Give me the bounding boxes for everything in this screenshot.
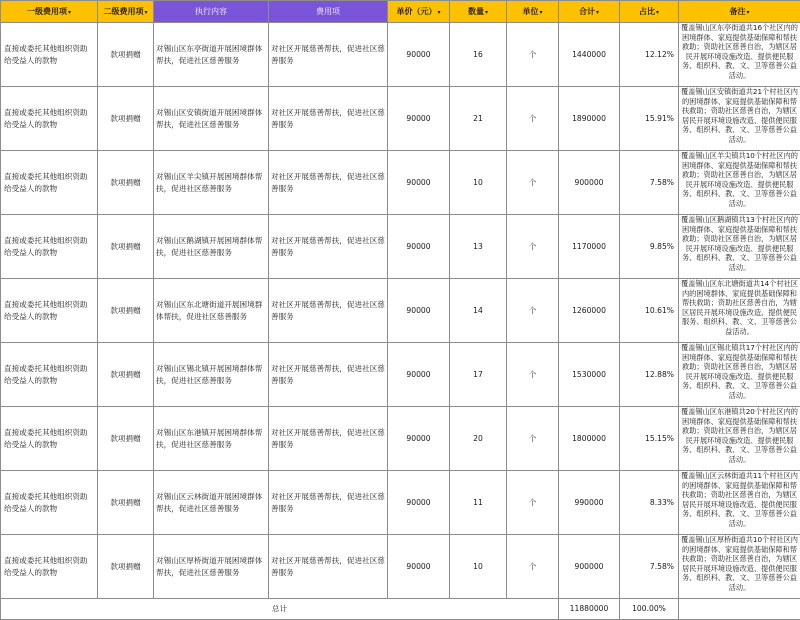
quantity-cell: 10: [450, 535, 507, 599]
total-row: [1, 599, 800, 620]
column-header-label: 合计: [579, 7, 595, 16]
category-level2-cell: 款项捐赠: [98, 23, 154, 87]
unit-cell: 个: [507, 471, 559, 535]
unit-cell: 个: [507, 215, 559, 279]
unit-cell: 个: [507, 151, 559, 215]
column-header[interactable]: [559, 1, 620, 23]
unit-price-cell: 90000: [388, 23, 450, 87]
subtotal-cell: 1260000: [559, 279, 620, 343]
unit-cell: 个: [507, 343, 559, 407]
column-header[interactable]: [269, 1, 388, 23]
remark-cell: 覆盖锡山区东北塘街道共14个村社区内的困境群体、家庭提供基础保障和帮扶救助；资助社区慈善自治，为辖区居民开展环境设施改造、提供便民服务、组织科、教、文、卫等慈善公益活动。: [679, 279, 800, 343]
unit-price-cell: 90000: [388, 215, 450, 279]
ratio-cell: 15.91%: [620, 87, 679, 151]
unit-price-cell: 90000: [388, 279, 450, 343]
quantity-cell: 21: [450, 87, 507, 151]
category-level2-cell: 款项捐赠: [98, 151, 154, 215]
unit-cell: 个: [507, 407, 559, 471]
subtotal-cell: 1440000: [559, 23, 620, 87]
column-header[interactable]: [388, 1, 450, 23]
column-header-label: 费用项: [316, 7, 340, 16]
unit-price-cell: 90000: [388, 151, 450, 215]
unit-cell: 个: [507, 279, 559, 343]
unit-price-cell: 90000: [388, 471, 450, 535]
filter-dropdown-icon[interactable]: ▾: [539, 9, 542, 16]
column-header-label: 占比: [639, 7, 655, 16]
expense-item-cell: 对社区开展慈善帮扶，促进社区慈善服务: [269, 343, 388, 407]
total-label: 总计: [1, 599, 559, 620]
expense-item-cell: 对社区开展慈善帮扶，促进社区慈善服务: [269, 407, 388, 471]
column-header-label: 二级费用项: [103, 7, 143, 16]
column-header[interactable]: [679, 1, 800, 23]
total-note-empty: [679, 599, 800, 620]
expense-item-cell: 对社区开展慈善帮扶，促进社区慈善服务: [269, 151, 388, 215]
column-header[interactable]: [507, 1, 559, 23]
subtotal-cell: 1530000: [559, 343, 620, 407]
table-body: [1, 23, 800, 599]
category-level2-cell: 款项捐赠: [98, 87, 154, 151]
column-header[interactable]: [450, 1, 507, 23]
filter-dropdown-icon[interactable]: ▾: [596, 9, 599, 16]
remark-cell: 覆盖锡山区厚桥街道共10个村社区内的困境群体、家庭提供基础保障和帮扶救助；资助社区慈善自治，为辖区居民开展环境设施改造、提供便民服务、组织科、教、文、卫等慈善公益活动。: [679, 535, 800, 599]
table-row: [1, 535, 800, 599]
filter-dropdown-icon[interactable]: ▾: [485, 9, 488, 16]
column-header-label: 单价（元）: [396, 7, 436, 16]
subtotal-cell: 1800000: [559, 407, 620, 471]
expense-item-cell: 对社区开展慈善帮扶，促进社区慈善服务: [269, 23, 388, 87]
category-level1-cell: 直接或委托其他组织资助给受益人的款物: [1, 279, 98, 343]
expense-item-cell: 对社区开展慈善帮扶，促进社区慈善服务: [269, 535, 388, 599]
execution-content-cell: 对锡山区东亭街道开展困境群体帮扶，促进社区慈善服务: [154, 23, 269, 87]
unit-price-cell: 90000: [388, 535, 450, 599]
expense-item-cell: 对社区开展慈善帮扶，促进社区慈善服务: [269, 279, 388, 343]
ratio-cell: 12.12%: [620, 23, 679, 87]
ratio-cell: 7.58%: [620, 535, 679, 599]
quantity-cell: 16: [450, 23, 507, 87]
expense-item-cell: 对社区开展慈善帮扶，促进社区慈善服务: [269, 471, 388, 535]
subtotal-cell: 1170000: [559, 215, 620, 279]
category-level1-cell: 直接或委托其他组织资助给受益人的款物: [1, 151, 98, 215]
column-header-label: 备注: [729, 7, 745, 16]
category-level1-cell: 直接或委托其他组织资助给受益人的款物: [1, 343, 98, 407]
table-footer: [1, 599, 800, 620]
table-row: [1, 215, 800, 279]
column-header-label: 单位: [522, 7, 538, 16]
category-level2-cell: 款项捐赠: [98, 535, 154, 599]
unit-cell: 个: [507, 87, 559, 151]
category-level2-cell: 款项捐赠: [98, 215, 154, 279]
filter-dropdown-icon[interactable]: ▾: [656, 9, 659, 16]
table-row: [1, 407, 800, 471]
category-level2-cell: 款项捐赠: [98, 343, 154, 407]
execution-content-cell: 对锡山区羊尖镇开展困境群体帮扶，促进社区慈善服务: [154, 151, 269, 215]
column-header[interactable]: [154, 1, 269, 23]
execution-content-cell: 对锡山区东北塘街道开展困境群体帮扶，促进社区慈善服务: [154, 279, 269, 343]
unit-price-cell: 90000: [388, 407, 450, 471]
ratio-cell: 10.61%: [620, 279, 679, 343]
unit-price-cell: 90000: [388, 87, 450, 151]
total-ratio: 100.00%: [620, 599, 679, 620]
column-header[interactable]: [620, 1, 679, 23]
category-level1-cell: 直接或委托其他组织资助给受益人的款物: [1, 407, 98, 471]
remark-cell: 覆盖锡山区云林街道共11个村社区内的困境群体、家庭提供基础保障和帮扶救助；资助社区慈善自治，为辖区居民开展环境设施改造、提供便民服务、组织科、教、文、卫等慈善公益活动。: [679, 471, 800, 535]
quantity-cell: 10: [450, 151, 507, 215]
category-level1-cell: 直接或委托其他组织资助给受益人的款物: [1, 215, 98, 279]
category-level2-cell: 款项捐赠: [98, 471, 154, 535]
subtotal-cell: 900000: [559, 151, 620, 215]
remark-cell: 覆盖锡山区鹅湖镇共13个村社区内的困境群体、家庭提供基础保障和帮扶救助；资助社区慈善自治，为辖区居民开展环境设施改造、提供便民服务、组织科、教、文、卫等慈善公益活动。: [679, 215, 800, 279]
category-level1-cell: 直接或委托其他组织资助给受益人的款物: [1, 23, 98, 87]
category-level1-cell: 直接或委托其他组织资助给受益人的款物: [1, 471, 98, 535]
remark-cell: 覆盖锡山区羊尖镇共10个村社区内的困境群体、家庭提供基础保障和帮扶救助；资助社区慈善自治，为辖区居民开展环境设施改造、提供便民服务、组织科、教、文、卫等慈善公益活动。: [679, 151, 800, 215]
filter-dropdown-icon[interactable]: ▾: [68, 9, 71, 16]
filter-dropdown-icon[interactable]: ▾: [746, 9, 749, 16]
table-row: [1, 471, 800, 535]
unit-price-cell: 90000: [388, 343, 450, 407]
table-header: [1, 1, 800, 23]
execution-content-cell: 对锡山区安镇街道开展困境群体帮扶，促进社区慈善服务: [154, 87, 269, 151]
ratio-cell: 15.15%: [620, 407, 679, 471]
category-level2-cell: 款项捐赠: [98, 407, 154, 471]
table-row: [1, 151, 800, 215]
category-level1-cell: 直接或委托其他组织资助给受益人的款物: [1, 87, 98, 151]
quantity-cell: 17: [450, 343, 507, 407]
remark-cell: 覆盖锡山区安镇街道共21个村社区内的困境群体、家庭提供基础保障和帮扶救助；资助社区慈善自治，为辖区居民开展环境设施改造、提供便民服务、组织科、教、文、卫等慈善公益活动。: [679, 87, 800, 151]
expense-item-cell: 对社区开展慈善帮扶，促进社区慈善服务: [269, 87, 388, 151]
quantity-cell: 14: [450, 279, 507, 343]
column-header-label: 一级费用项: [27, 7, 67, 16]
filter-dropdown-icon[interactable]: ▾: [437, 9, 440, 16]
total-sum: 11880000: [559, 599, 620, 620]
ratio-cell: 9.85%: [620, 215, 679, 279]
subtotal-cell: 1890000: [559, 87, 620, 151]
expense-item-cell: 对社区开展慈善帮扶，促进社区慈善服务: [269, 215, 388, 279]
category-level2-cell: 款项捐赠: [98, 279, 154, 343]
execution-content-cell: 对锡山区锡北镇开展困境群体帮扶，促进社区慈善服务: [154, 343, 269, 407]
execution-content-cell: 对锡山区云林街道开展困境群体帮扶，促进社区慈善服务: [154, 471, 269, 535]
unit-cell: 个: [507, 23, 559, 87]
execution-content-cell: 对锡山区厚桥街道开展困境群体帮扶，促进社区慈善服务: [154, 535, 269, 599]
category-level1-cell: 直接或委托其他组织资助给受益人的款物: [1, 535, 98, 599]
ratio-cell: 7.58%: [620, 151, 679, 215]
execution-content-cell: 对锡山区东港镇开展困境群体帮扶，促进社区慈善服务: [154, 407, 269, 471]
quantity-cell: 11: [450, 471, 507, 535]
execution-content-cell: 对锡山区鹅湖镇开展困境群体帮扶，促进社区慈善服务: [154, 215, 269, 279]
column-header[interactable]: [1, 1, 98, 23]
table-row: [1, 279, 800, 343]
remark-cell: 覆盖锡山区东亭街道共16个社区内的困境群体、家庭提供基础保障和帮扶救助；资助社区慈善自治，为辖区居民开展环境设施改造、提供便民服务、组织科、教、文、卫等慈善公益活动。: [679, 23, 800, 87]
ratio-cell: 12.88%: [620, 343, 679, 407]
remark-cell: 覆盖锡山区锡北镇共17个村社区内的困境群体、家庭提供基础保障和帮扶救助；资助社区慈善自治，为辖区居民开展环境设施改造、提供便民服务、组织科、教、文、卫等慈善公益活动。: [679, 343, 800, 407]
table-row: [1, 343, 800, 407]
column-header-label: 数量: [468, 7, 484, 16]
ratio-cell: 8.33%: [620, 471, 679, 535]
column-header[interactable]: [98, 1, 154, 23]
header-row: [1, 1, 800, 23]
table-row: [1, 87, 800, 151]
column-header-label: 执行内容: [195, 7, 227, 16]
quantity-cell: 20: [450, 407, 507, 471]
unit-cell: 个: [507, 535, 559, 599]
subtotal-cell: 990000: [559, 471, 620, 535]
remark-cell: 覆盖锡山区东港镇共20个村社区内的困境群体、家庭提供基础保障和帮扶救助；资助社区慈善自治，为辖区居民开展环境设施改造、提供便民服务、组织科、教、文、卫等慈善公益活动。: [679, 407, 800, 471]
filter-dropdown-icon[interactable]: ▾: [144, 9, 147, 16]
quantity-cell: 13: [450, 215, 507, 279]
subtotal-cell: 900000: [559, 535, 620, 599]
table-row: [1, 23, 800, 87]
